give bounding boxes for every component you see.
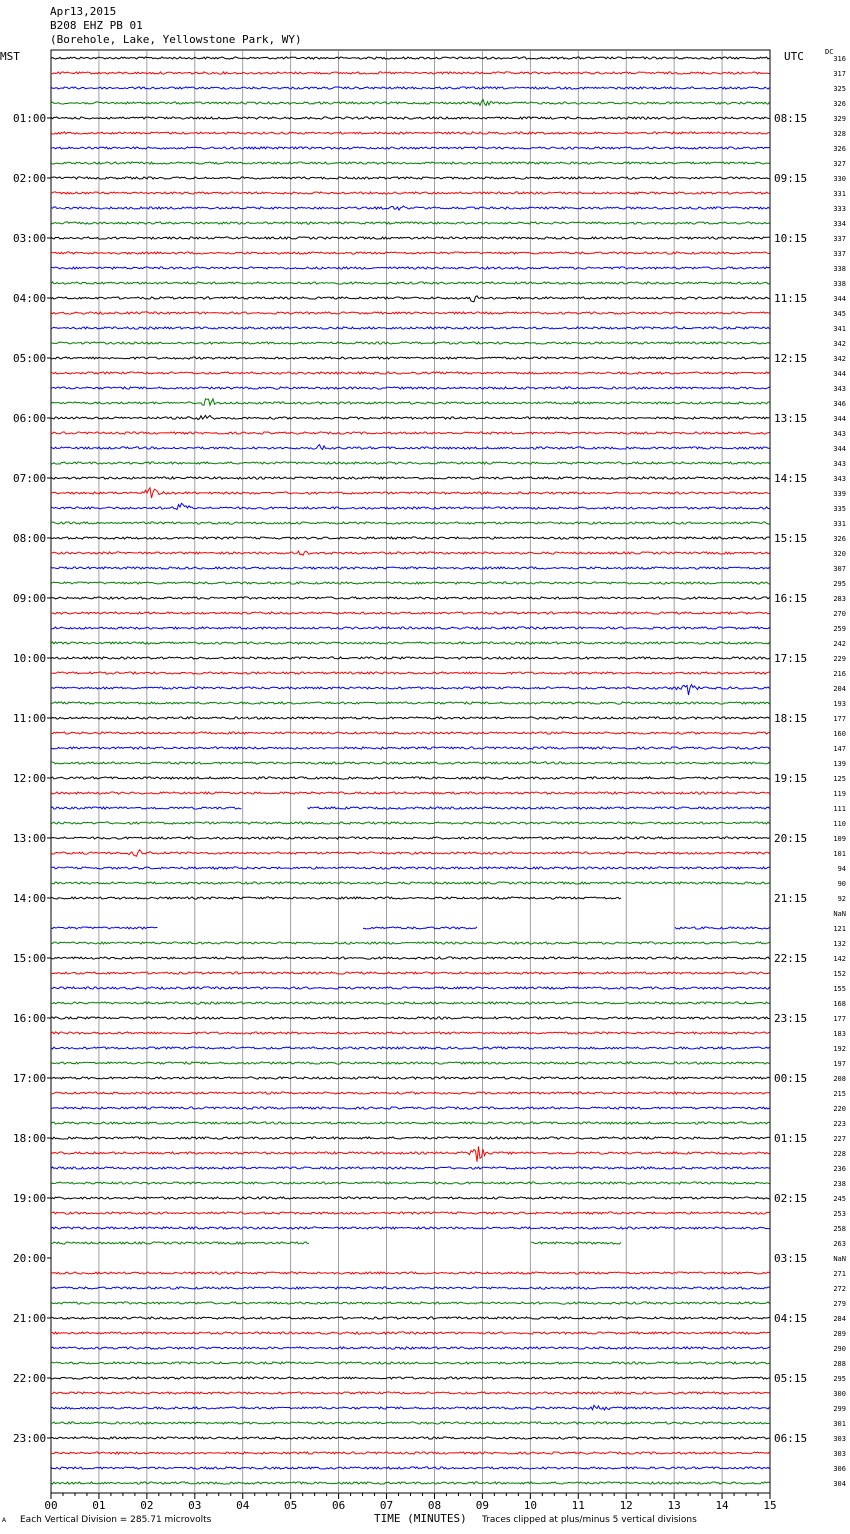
seismic-trace — [51, 117, 770, 119]
utc-hour-label: 04:15 — [774, 1312, 808, 1325]
seismic-trace — [51, 1287, 770, 1289]
dc-offset-label: 101 — [833, 850, 846, 858]
dc-offset-label: 346 — [833, 400, 846, 408]
seismic-trace — [51, 1212, 770, 1214]
seismic-trace — [51, 252, 770, 254]
seismic-trace — [51, 942, 770, 944]
seismic-trace — [51, 1422, 770, 1424]
dc-offset-label: 227 — [833, 1135, 846, 1143]
seismic-trace — [51, 1167, 770, 1169]
seismic-trace — [51, 957, 770, 959]
dc-offset-label: 90 — [837, 880, 846, 888]
seismic-trace — [51, 192, 770, 194]
x-tick-label: 11 — [571, 1499, 585, 1512]
utc-hour-label: 16:15 — [774, 592, 808, 605]
mst-hour-label: 17:00 — [13, 1072, 47, 1085]
dc-offset-label: 109 — [833, 835, 846, 843]
dc-offset-label: 317 — [833, 70, 846, 78]
utc-hour-label: 05:15 — [774, 1372, 808, 1385]
dc-offset-label: 343 — [833, 475, 846, 483]
dc-offset-label: 132 — [833, 940, 846, 948]
utc-hour-label: 12:15 — [774, 352, 808, 365]
seismic-trace — [51, 685, 770, 695]
seismic-trace — [51, 792, 770, 794]
utc-hour-label: 20:15 — [774, 832, 808, 845]
dc-offset-label: 331 — [833, 190, 846, 198]
logo-mark: A — [2, 1517, 7, 1524]
seismic-trace — [51, 222, 770, 224]
seismic-trace — [51, 1227, 770, 1229]
seismic-trace — [51, 72, 770, 74]
dc-offset-label: 177 — [833, 715, 846, 723]
dc-offset-label: 344 — [833, 295, 846, 303]
dc-offset-label: 142 — [833, 955, 846, 963]
seismic-trace — [51, 1452, 770, 1454]
utc-hour-label: 06:15 — [774, 1432, 808, 1445]
seismic-trace — [51, 132, 770, 134]
seismic-trace — [51, 462, 770, 464]
seismic-trace — [51, 1146, 770, 1161]
seismic-trace — [51, 57, 770, 59]
dc-offset-label: 258 — [833, 1225, 846, 1233]
dc-offset-label: 259 — [833, 625, 846, 633]
seismic-trace — [51, 1197, 770, 1199]
seismic-trace — [51, 87, 770, 89]
seismic-trace — [51, 972, 770, 974]
dc-offset-label: 168 — [833, 1000, 846, 1008]
seismic-trace — [51, 747, 770, 749]
x-tick-label: 06 — [331, 1499, 346, 1512]
dc-offset-label: 295 — [833, 580, 846, 588]
dc-offset-label: 295 — [833, 1375, 846, 1383]
x-tick-label: 03 — [188, 1499, 202, 1512]
seismic-trace — [51, 850, 770, 856]
utc-hour-label: 21:15 — [774, 892, 808, 905]
dc-offset-label: 121 — [833, 925, 846, 933]
seismic-trace — [51, 477, 770, 479]
dc-offset-label: 289 — [833, 1330, 846, 1338]
seismic-trace — [51, 206, 770, 210]
x-tick-label: 10 — [523, 1499, 537, 1512]
dc-offset-label: 301 — [833, 1420, 846, 1428]
dc-offset-label: 320 — [833, 550, 846, 558]
mst-hour-label: 16:00 — [13, 1012, 47, 1025]
dc-offset-label: 342 — [833, 340, 846, 348]
seismic-trace — [51, 296, 770, 302]
seismic-trace — [51, 897, 621, 899]
dc-offset-label: NaN — [833, 910, 846, 918]
dc-offset-label: 197 — [833, 1060, 846, 1068]
seismic-trace — [51, 488, 770, 498]
seismic-trace — [51, 1405, 770, 1410]
dc-offset-label: 338 — [833, 280, 846, 288]
mst-hour-label: 20:00 — [13, 1252, 47, 1265]
dc-offset-label: 343 — [833, 385, 846, 393]
dc-offset-label: 245 — [833, 1195, 846, 1203]
seismic-trace — [51, 717, 770, 719]
seismic-trace — [51, 657, 770, 659]
plot-frame — [51, 50, 770, 1493]
dc-offset-label: 344 — [833, 370, 846, 378]
seismic-trace — [51, 987, 770, 989]
x-tick-label: 08 — [427, 1499, 442, 1512]
seismic-trace — [51, 1437, 770, 1439]
utc-hour-label: 13:15 — [774, 412, 808, 425]
mst-hour-label: 21:00 — [13, 1312, 47, 1325]
seismic-trace — [51, 1482, 770, 1484]
dc-offset-label: 303 — [833, 1450, 846, 1458]
seismic-trace — [51, 327, 770, 329]
dc-offset-label: 92 — [837, 895, 846, 903]
dc-offset-label: 183 — [833, 1030, 846, 1038]
seismic-trace — [51, 267, 770, 269]
mst-hour-label: 11:00 — [13, 712, 47, 725]
seismic-trace — [51, 1047, 770, 1049]
mst-hour-label: 18:00 — [13, 1132, 47, 1145]
utc-hour-label: 03:15 — [774, 1252, 808, 1265]
seismic-trace — [51, 1332, 770, 1334]
dc-offset-label: 216 — [833, 670, 846, 678]
seismic-trace — [51, 387, 770, 389]
seismic-trace — [51, 1062, 770, 1064]
seismic-trace — [51, 237, 770, 239]
utc-hour-label: 02:15 — [774, 1192, 808, 1205]
seismic-trace — [51, 927, 770, 929]
seismic-trace — [51, 822, 770, 824]
dc-offset-label: 279 — [833, 1300, 846, 1308]
seismic-trace — [51, 1137, 770, 1139]
utc-hour-label: 19:15 — [774, 772, 808, 785]
dc-offset-label: 290 — [833, 1345, 846, 1353]
seismic-trace — [51, 597, 770, 599]
dc-offset-label: 300 — [833, 1390, 846, 1398]
dc-offset-label: 147 — [833, 745, 846, 753]
seismic-trace — [51, 432, 770, 434]
seismic-trace — [51, 100, 770, 106]
seismic-trace — [51, 1362, 770, 1364]
dc-offset-label: 215 — [833, 1090, 846, 1098]
seismic-trace — [51, 147, 770, 149]
seismic-trace — [51, 867, 770, 869]
dc-offset-label: NaN — [833, 1255, 846, 1263]
dc-offset-label: 204 — [833, 685, 846, 693]
dc-offset-label: 329 — [833, 115, 846, 123]
dc-offset-label: 152 — [833, 970, 846, 978]
seismic-trace — [51, 1032, 770, 1034]
seismic-trace — [51, 807, 770, 809]
dc-offset-label: 263 — [833, 1240, 846, 1248]
dc-offset-label: 242 — [833, 640, 846, 648]
dc-offset-label: 327 — [833, 160, 846, 168]
dc-offset-label: 339 — [833, 490, 846, 498]
dc-offset-label: 111 — [833, 805, 846, 813]
mst-hour-label: 23:00 — [13, 1432, 47, 1445]
vertical-division-note: Each Vertical Division = 285.71 microvolts — [20, 1515, 212, 1525]
dc-offset-label: 337 — [833, 250, 846, 258]
seismic-trace — [51, 177, 770, 179]
dc-offset-label: 208 — [833, 1075, 846, 1083]
mst-hour-label: 01:00 — [13, 112, 47, 125]
dc-offset-label: 192 — [833, 1045, 846, 1053]
mst-hour-label: 22:00 — [13, 1372, 47, 1385]
dc-offset-label: 344 — [833, 415, 846, 423]
dc-offset-label: 284 — [833, 1315, 846, 1323]
dc-offset-label: 333 — [833, 205, 846, 213]
seismic-trace — [51, 522, 770, 524]
seismic-trace — [51, 837, 770, 839]
utc-hour-label: 00:15 — [774, 1072, 808, 1085]
dc-offset-label: 177 — [833, 1015, 846, 1023]
dc-offset-label: 253 — [833, 1210, 846, 1218]
seismic-trace — [51, 582, 770, 584]
seismic-trace — [51, 1317, 770, 1319]
dc-offset-label: 335 — [833, 505, 846, 513]
seismic-trace — [51, 882, 770, 884]
mst-hour-label: 07:00 — [13, 472, 47, 485]
seismic-trace — [51, 1002, 770, 1004]
dc-offset-label: 328 — [833, 130, 846, 138]
dc-offset-label: 299 — [833, 1405, 846, 1413]
dc-offset-label: 94 — [837, 865, 846, 873]
dc-offset-label: 316 — [833, 55, 846, 63]
x-tick-label: 00 — [44, 1499, 58, 1512]
seismic-trace — [51, 1077, 770, 1079]
dc-offset-label: 160 — [833, 730, 846, 738]
seismic-trace — [51, 672, 770, 674]
seismic-trace — [51, 415, 770, 419]
plot-date: Apr13,2015 — [50, 5, 117, 18]
mst-hour-label: 04:00 — [13, 292, 47, 305]
dc-offset-label: 306 — [833, 1465, 846, 1473]
seismic-trace — [51, 1272, 770, 1274]
x-tick-label: 02 — [140, 1499, 154, 1512]
x-tick-label: 09 — [475, 1499, 490, 1512]
left-timezone-label: MST — [0, 50, 20, 63]
x-tick-label: 05 — [284, 1499, 298, 1512]
dc-offset-label: 326 — [833, 145, 846, 153]
dc-offset-header: DC — [825, 48, 834, 56]
x-tick-label: 01 — [92, 1499, 106, 1512]
x-tick-label: 13 — [667, 1499, 681, 1512]
seismic-trace — [51, 1377, 770, 1379]
clipping-note: Traces clipped at plus/minus 5 vertical divisions — [482, 1515, 697, 1525]
dc-offset-label: 155 — [833, 985, 846, 993]
station-name: B208 EHZ PB 01 — [50, 19, 143, 32]
right-timezone-label: UTC — [784, 50, 804, 63]
seismic-trace — [51, 372, 770, 374]
seismic-trace — [51, 1122, 770, 1124]
utc-hour-label: 23:15 — [774, 1012, 808, 1025]
seismic-trace — [51, 503, 770, 509]
dc-offset-label: 304 — [833, 1480, 846, 1488]
seismic-trace — [51, 1347, 770, 1349]
mst-hour-label: 10:00 — [13, 652, 47, 665]
dc-offset-label: 288 — [833, 1360, 846, 1368]
seismic-trace — [51, 537, 770, 539]
x-tick-label: 07 — [379, 1499, 394, 1512]
seismic-trace — [51, 1392, 770, 1394]
dc-offset-label: 330 — [833, 175, 846, 183]
seismic-trace — [51, 282, 770, 284]
x-tick-label: 04 — [236, 1499, 250, 1512]
seismic-trace — [51, 1017, 770, 1019]
utc-hour-label: 08:15 — [774, 112, 808, 125]
seismic-trace — [51, 1107, 770, 1109]
utc-hour-label: 09:15 — [774, 172, 808, 185]
dc-offset-label: 229 — [833, 655, 846, 663]
seismic-trace — [51, 777, 770, 779]
seismic-trace — [51, 1467, 770, 1469]
seismic-trace — [51, 445, 770, 450]
utc-hour-label: 11:15 — [774, 292, 808, 305]
x-tick-label: 14 — [715, 1499, 729, 1512]
dc-offset-label: 238 — [833, 1180, 846, 1188]
dc-offset-label: 272 — [833, 1285, 846, 1293]
seismic-trace — [51, 1182, 770, 1184]
dc-offset-label: 343 — [833, 460, 846, 468]
utc-hour-label: 10:15 — [774, 232, 808, 245]
dc-offset-label: 223 — [833, 1120, 846, 1128]
seismic-trace — [51, 1242, 621, 1244]
seismic-trace — [51, 732, 770, 734]
seismic-trace — [51, 1092, 770, 1094]
utc-hour-label: 22:15 — [774, 952, 808, 965]
dc-offset-label: 338 — [833, 265, 846, 273]
seismic-trace — [51, 399, 770, 406]
seismic-trace — [51, 642, 770, 644]
dc-offset-label: 342 — [833, 355, 846, 363]
utc-hour-label: 14:15 — [774, 472, 808, 485]
x-tick-label: 12 — [619, 1499, 633, 1512]
dc-offset-label: 345 — [833, 310, 846, 318]
station-location: (Borehole, Lake, Yellowstone Park, WY) — [50, 33, 302, 46]
dc-offset-label: 236 — [833, 1165, 846, 1173]
dc-offset-label: 307 — [833, 565, 846, 573]
seismic-trace — [51, 342, 770, 344]
dc-offset-label: 119 — [833, 790, 846, 798]
dc-offset-label: 303 — [833, 1435, 846, 1443]
dc-offset-label: 125 — [833, 775, 846, 783]
mst-hour-label: 13:00 — [13, 832, 47, 845]
dc-offset-label: 326 — [833, 100, 846, 108]
seismic-trace — [51, 612, 770, 614]
dc-offset-label: 228 — [833, 1150, 846, 1158]
utc-hour-label: 18:15 — [774, 712, 808, 725]
dc-offset-label: 343 — [833, 430, 846, 438]
dc-offset-label: 325 — [833, 85, 846, 93]
dc-offset-label: 220 — [833, 1105, 846, 1113]
dc-offset-label: 110 — [833, 820, 846, 828]
utc-hour-label: 01:15 — [774, 1132, 808, 1145]
dc-offset-label: 326 — [833, 535, 846, 543]
seismic-trace — [51, 567, 770, 569]
x-axis-title: TIME (MINUTES) — [374, 1512, 467, 1525]
seismic-trace — [51, 551, 770, 555]
dc-offset-label: 270 — [833, 610, 846, 618]
mst-hour-label: 12:00 — [13, 772, 47, 785]
seismic-trace — [51, 162, 770, 164]
seismic-trace — [51, 762, 770, 764]
dc-offset-label: 341 — [833, 325, 846, 333]
dc-offset-label: 337 — [833, 235, 846, 243]
mst-hour-label: 19:00 — [13, 1192, 47, 1205]
seismic-trace — [51, 1302, 770, 1304]
dc-offset-label: 283 — [833, 595, 846, 603]
mst-hour-label: 09:00 — [13, 592, 47, 605]
dc-offset-label: 331 — [833, 520, 846, 528]
mst-hour-label: 02:00 — [13, 172, 47, 185]
seismic-trace — [51, 312, 770, 314]
x-tick-label: 15 — [763, 1499, 777, 1512]
dc-offset-label: 193 — [833, 700, 846, 708]
mst-hour-label: 03:00 — [13, 232, 47, 245]
seismic-trace — [51, 702, 770, 704]
mst-hour-label: 14:00 — [13, 892, 47, 905]
mst-hour-label: 08:00 — [13, 532, 47, 545]
dc-offset-label: 139 — [833, 760, 846, 768]
dc-offset-label: 334 — [833, 220, 846, 228]
mst-hour-label: 05:00 — [13, 352, 47, 365]
mst-hour-label: 06:00 — [13, 412, 47, 425]
mst-hour-label: 15:00 — [13, 952, 47, 965]
utc-hour-label: 15:15 — [774, 532, 808, 545]
utc-hour-label: 17:15 — [774, 652, 808, 665]
seismic-trace — [51, 627, 770, 629]
dc-offset-label: 271 — [833, 1270, 846, 1278]
seismic-trace — [51, 357, 770, 359]
dc-offset-label: 344 — [833, 445, 846, 453]
